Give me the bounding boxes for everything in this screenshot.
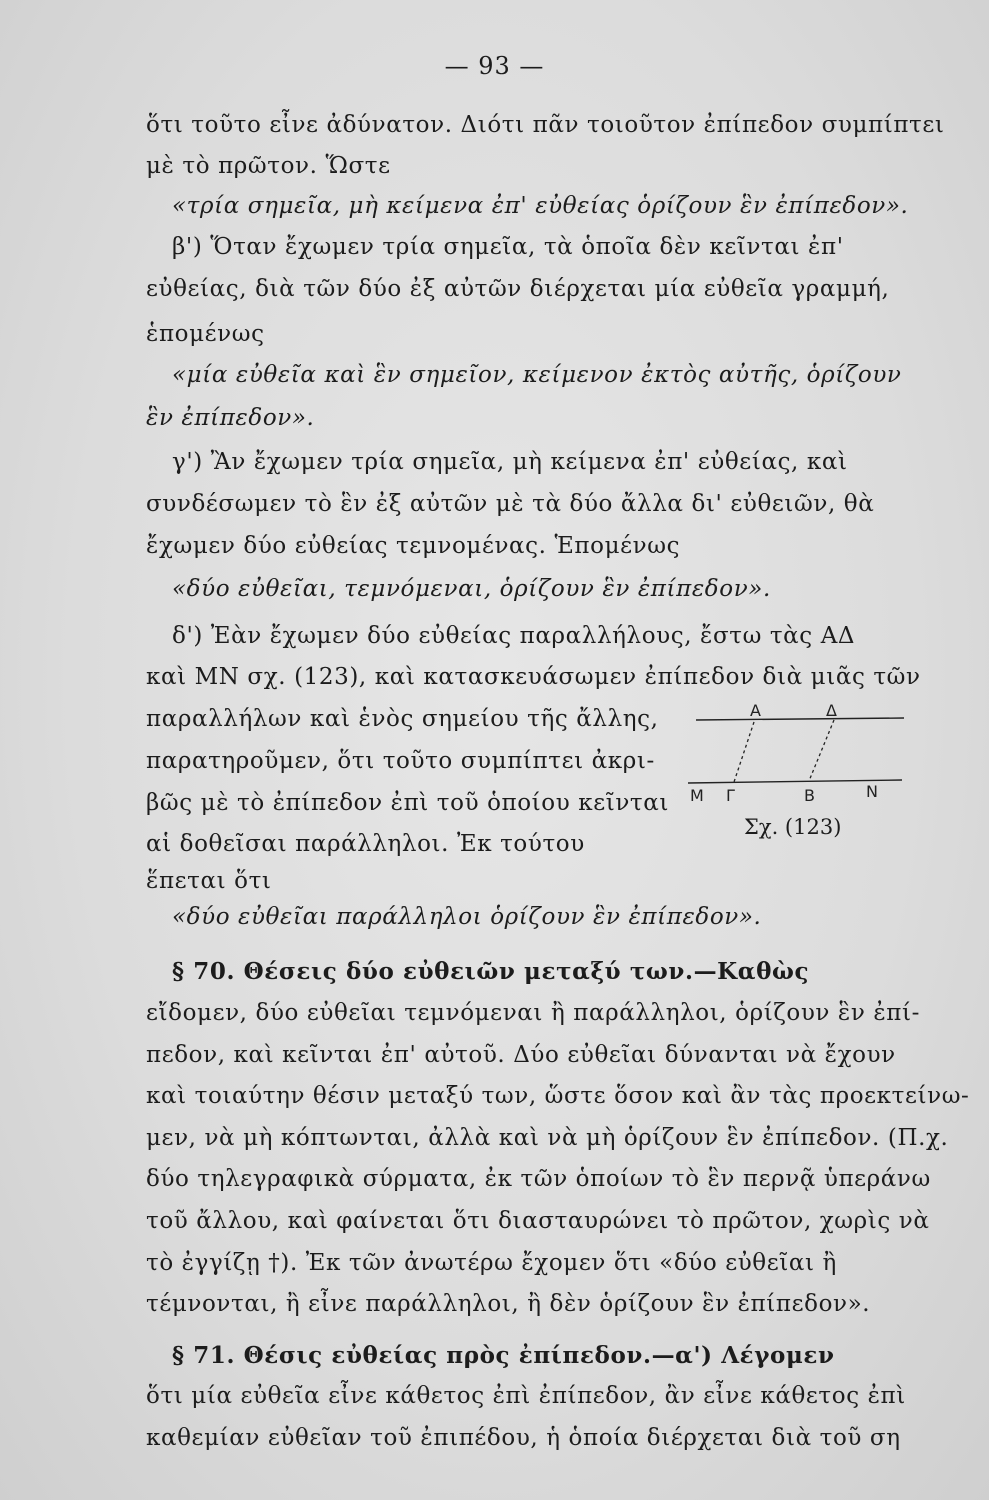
text-line: γ') Ἂν ἔχωμεν τρία σημεῖα, μὴ κείμενα ἐπ' εὐθείας, καὶ (172, 449, 848, 475)
quoted-statement: «δύο εὐθεῖαι παράλληλοι ὁρίζουν ἓν ἐπίπεδον». (172, 904, 762, 930)
text-line: βῶς μὲ τὸ ἐπίπεδον ἐπὶ τοῦ ὁποίου κεῖνται (146, 790, 670, 816)
text-line: τοῦ ἄλλου, καὶ φαίνεται ὅτι διασταυρώνει τὸ πρῶτον, χωρὶς νὰ (146, 1208, 930, 1234)
text-line: ἔχωμεν δύο εὐθείας τεμνομένας. Ἑπομένως (146, 533, 681, 559)
text-line: καὶ ΜΝ σχ. (123), καὶ κατασκευάσωμεν ἐπίπεδον διὰ μιᾶς τῶν (146, 664, 921, 690)
quoted-statement: «μία εὐθεῖα καὶ ἓν σημεῖον, κείμενον ἐκτὸς αὐτῆς, ὁρίζουν (172, 362, 902, 388)
quoted-statement: ἓν ἐπίπεδον». (146, 405, 315, 431)
text-line: μὲ τὸ πρῶτον. Ὥστε (146, 153, 391, 179)
quoted-statement: «δύο εὐθεῖαι, τεμνόμεναι, ὁρίζουν ἓν ἐπίπεδον». (172, 576, 771, 602)
text-line: ἑπομένως (146, 321, 265, 347)
text-line: καθεμίαν εὐθεῖαν τοῦ ἐπιπέδου, ἡ ὁποία διέρχεται διὰ τοῦ ση (146, 1425, 901, 1451)
section-heading-71: § 71. Θέσις εὐθείας πρὸς ἐπίπεδον.—α') Λέγομεν (172, 1342, 835, 1369)
text-line: εὐθείας, διὰ τῶν δύο ἐξ αὐτῶν διέρχεται μία εὐθεῖα γραμμή, (146, 276, 890, 302)
text-line: συνδέσωμεν τὸ ἓν ἐξ αὐτῶν μὲ τὰ δύο ἄλλα δι' εὐθειῶν, θὰ (146, 491, 875, 517)
point-label-D: Δ (826, 701, 837, 720)
section-heading-70: § 70. Θέσεις δύο εὐθειῶν μεταξύ των.—Καθὼς (172, 958, 810, 985)
text-line: εἴδομεν, δύο εὐθεῖαι τεμνόμεναι ἢ παράλληλοι, ὁρίζουν ἓν ἐπί- (146, 1000, 920, 1026)
text-line: παρατηροῦμεν, ὅτι τοῦτο συμπίπτει ἀκρι- (146, 748, 655, 774)
text-line: ἕπεται ὅτι (146, 868, 272, 894)
transversal-2 (809, 720, 834, 781)
figure-caption: Σχ. (123) (744, 815, 842, 839)
text-line: πεδον, καὶ κεῖνται ἐπ' αὐτοῦ. Δύο εὐθεῖαι δύνανται νὰ ἔχουν (146, 1042, 896, 1068)
text-line: μεν, νὰ μὴ κόπτωνται, ἀλλὰ καὶ νὰ μὴ ὁρίζουν ἓν ἐπίπεδον. (Π.χ. (146, 1125, 949, 1151)
point-label-M: Μ (690, 786, 704, 805)
point-label-B: Β (804, 786, 815, 805)
text-line: ὅτι μία εὐθεῖα εἶνε κάθετος ἐπὶ ἐπίπεδον, ἂν εἶνε κάθετος ἐπὶ (146, 1383, 906, 1409)
line-AD (696, 718, 904, 720)
text-line: δ') Ἐὰν ἔχωμεν δύο εὐθείας παραλλήλους, ἔστω τὰς ΑΔ (172, 623, 856, 649)
text-line: δύο τηλεγραφικὰ σύρματα, ἐκ τῶν ὁποίων τὸ ἓν περνᾷ ὑπεράνω (146, 1166, 931, 1192)
page-number: — 93 — (444, 52, 545, 80)
transversal-1 (734, 722, 754, 782)
point-label-A: Α (750, 701, 761, 720)
text-line: ὅτι τοῦτο εἶνε ἀδύνατον. Διότι πᾶν τοιοῦτον ἐπίπεδον συμπίπτει (146, 112, 945, 138)
text-line: καὶ τοιαύτην θέσιν μεταξύ των, ὥστε ὅσον καὶ ἂν τὰς προεκτείνω- (146, 1083, 970, 1109)
text-line: αἱ δοθεῖσαι παράλληλοι. Ἐκ τούτου (146, 831, 585, 857)
text-line: τέμνονται, ἢ εἶνε παράλληλοι, ἢ δὲν ὁρίζουν ἓν ἐπίπεδον». (146, 1291, 871, 1317)
point-label-G: Γ (726, 786, 735, 805)
quoted-statement: «τρία σημεῖα, μὴ κείμενα ἐπ' εὐθείας ὁρίζουν ἓν ἐπίπεδον». (172, 193, 909, 219)
text-line: β') Ὅταν ἔχωμεν τρία σημεῖα, τὰ ὁποῖα δὲν κεῖνται ἐπ' (172, 234, 844, 260)
point-label-N: Ν (866, 782, 878, 801)
text-line: παραλλήλων καὶ ἑνὸς σημείου τῆς ἄλλης, (146, 706, 659, 732)
text-line: τὸ ἐγγίζῃ †). Ἐκ τῶν ἀνωτέρω ἔχομεν ὅτι «δύο εὐθεῖαι ἢ (146, 1250, 837, 1276)
